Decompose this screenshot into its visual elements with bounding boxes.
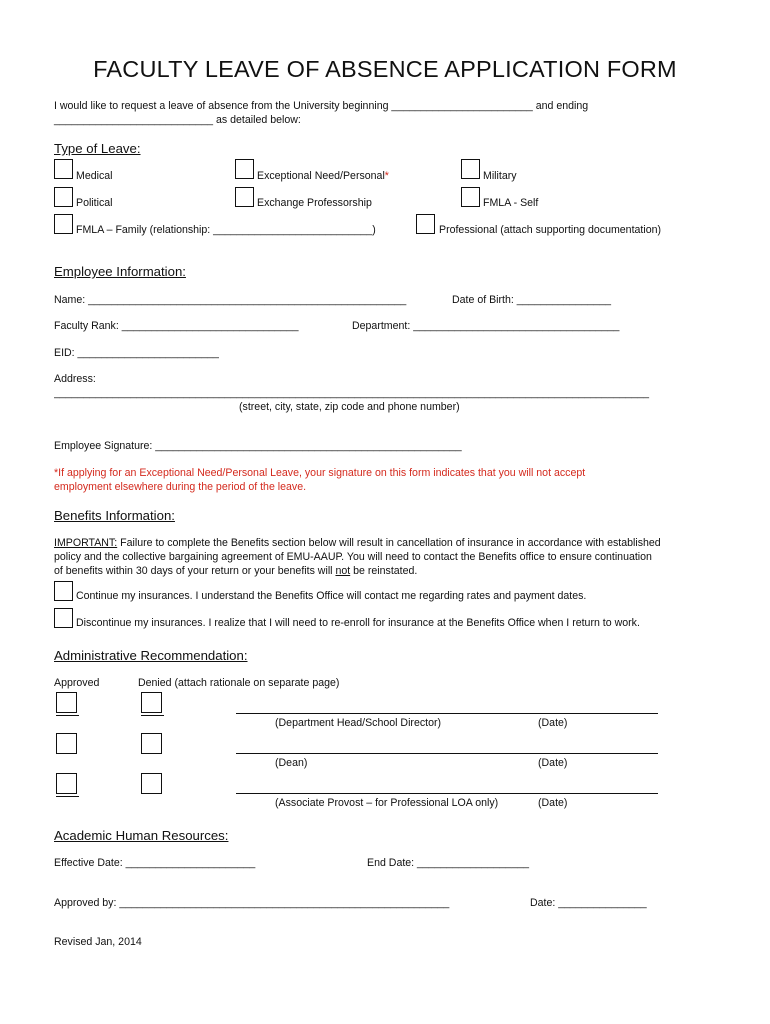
denied-checkbox-department-head[interactable]: [141, 692, 162, 713]
associate-provost-role-label: (Associate Provost – for Professional LOA only): [275, 797, 499, 809]
military-checkbox[interactable]: [461, 159, 480, 179]
fmla-self-label: FMLA - Self: [483, 197, 539, 209]
revised-date: Revised Jan, 2014: [54, 936, 142, 948]
address-field[interactable]: _____________________________________________________________________________________________________: [54, 387, 650, 399]
exchange-professorship-label: Exchange Professorship: [257, 197, 372, 209]
benefits-information-heading: Benefits Information:: [54, 508, 175, 523]
discontinue-insurance-checkbox[interactable]: [54, 608, 73, 628]
not-emphasis: not: [335, 565, 351, 577]
date-of-birth-field[interactable]: Date of Birth: ________________: [452, 294, 612, 306]
continue-insurance-checkbox[interactable]: [54, 581, 73, 601]
approved-underline: [56, 715, 79, 716]
approved-checkbox-dean[interactable]: [56, 733, 77, 754]
type-of-leave-heading: Type of Leave:: [54, 141, 141, 156]
denied-checkbox-dean[interactable]: [141, 733, 162, 754]
benefits-important-line-2: policy and the collective bargaining agreement of EMU-AAUP. You will need to contact the Benefits office to ensure continuation: [54, 551, 652, 563]
benefits-important-line-3: of benefits within 30 days of your return or your benefits will not be reinstated.: [54, 565, 418, 577]
approved-column-label: Approved: [54, 677, 100, 689]
professional-checkbox[interactable]: [416, 214, 435, 234]
medical-checkbox[interactable]: [54, 159, 73, 179]
benefits-important-line-1: IMPORTANT: Failure to complete the Benefits section below will result in cancellation of insurance in accordance with established: [54, 537, 661, 549]
denied-checkbox-associate-provost[interactable]: [141, 773, 162, 794]
dean-date-label: (Date): [538, 757, 568, 769]
form-title: FACULTY LEAVE OF ABSENCE APPLICATION FORM: [93, 56, 677, 82]
department-head-role-label: (Department Head/School Director): [275, 717, 442, 729]
approved-checkbox-department-head[interactable]: [56, 692, 77, 713]
important-label: IMPORTANT:: [54, 537, 118, 549]
dean-signature-line[interactable]: [236, 753, 658, 754]
exceptional-need-label: Exceptional Need/Personal*: [257, 170, 389, 182]
intro-line-1: I would like to request a leave of absence from the University beginning ________________________ and ending: [54, 100, 589, 112]
approved-underline: [56, 796, 79, 797]
address-hint: (street, city, state, zip code and phone number): [239, 401, 460, 413]
eid-field[interactable]: EID: ________________________: [54, 347, 219, 359]
approved-by-field[interactable]: Approved by: ________________________________________________________: [54, 897, 450, 909]
academic-human-resources-heading: Academic Human Resources:: [54, 828, 229, 843]
department-field[interactable]: Department: ___________________________________: [352, 320, 620, 332]
department-head-date-label: (Date): [538, 717, 568, 729]
faculty-rank-field[interactable]: Faculty Rank: ______________________________: [54, 320, 299, 332]
effective-date-field[interactable]: Effective Date: ______________________: [54, 857, 256, 869]
professional-label: Professional (attach supporting documentation): [439, 224, 662, 236]
approved-checkbox-associate-provost[interactable]: [56, 773, 77, 794]
political-label: Political: [76, 197, 113, 209]
department-head-signature-line[interactable]: [236, 713, 658, 714]
fmla-family-label: FMLA – Family (relationship: ___________________________): [76, 224, 376, 236]
approval-date-field[interactable]: Date: _______________: [530, 897, 647, 909]
continue-insurance-label: Continue my insurances. I understand the Benefits Office will contact me regarding rates and payment dates.: [76, 590, 587, 602]
name-field[interactable]: Name: ______________________________________________________: [54, 294, 407, 306]
associate-provost-date-label: (Date): [538, 797, 568, 809]
employee-information-heading: Employee Information:: [54, 264, 186, 279]
dean-role-label: (Dean): [275, 757, 308, 769]
denied-column-label: Denied (attach rationale on separate page): [138, 677, 340, 689]
military-label: Military: [483, 170, 517, 182]
exceptional-need-checkbox[interactable]: [235, 159, 254, 179]
discontinue-insurance-label: Discontinue my insurances. I realize that I will need to re-enroll for insurance at the Benefits Office when I return to work.: [76, 617, 640, 629]
employee-signature-field[interactable]: Employee Signature: ____________________________________________________: [54, 440, 462, 452]
medical-label: Medical: [76, 170, 113, 182]
address-label: Address:: [54, 373, 96, 385]
administrative-recommendation-heading: Administrative Recommendation:: [54, 648, 248, 663]
denied-underline: [141, 715, 164, 716]
fmla-self-checkbox[interactable]: [461, 187, 480, 207]
political-checkbox[interactable]: [54, 187, 73, 207]
exceptional-leave-note-line-1: *If applying for an Exceptional Need/Personal Leave, your signature on this form indicates that you will not accept: [54, 467, 586, 479]
intro-line-2: ___________________________ as detailed below:: [54, 114, 301, 126]
fmla-family-checkbox[interactable]: [54, 214, 73, 234]
asterisk-mark: *: [384, 170, 389, 182]
exchange-professorship-checkbox[interactable]: [235, 187, 254, 207]
associate-provost-signature-line[interactable]: [236, 793, 658, 794]
end-date-field[interactable]: End Date: ___________________: [367, 857, 529, 869]
exceptional-leave-note-line-2: employment elsewhere during the period of the leave.: [54, 481, 307, 493]
